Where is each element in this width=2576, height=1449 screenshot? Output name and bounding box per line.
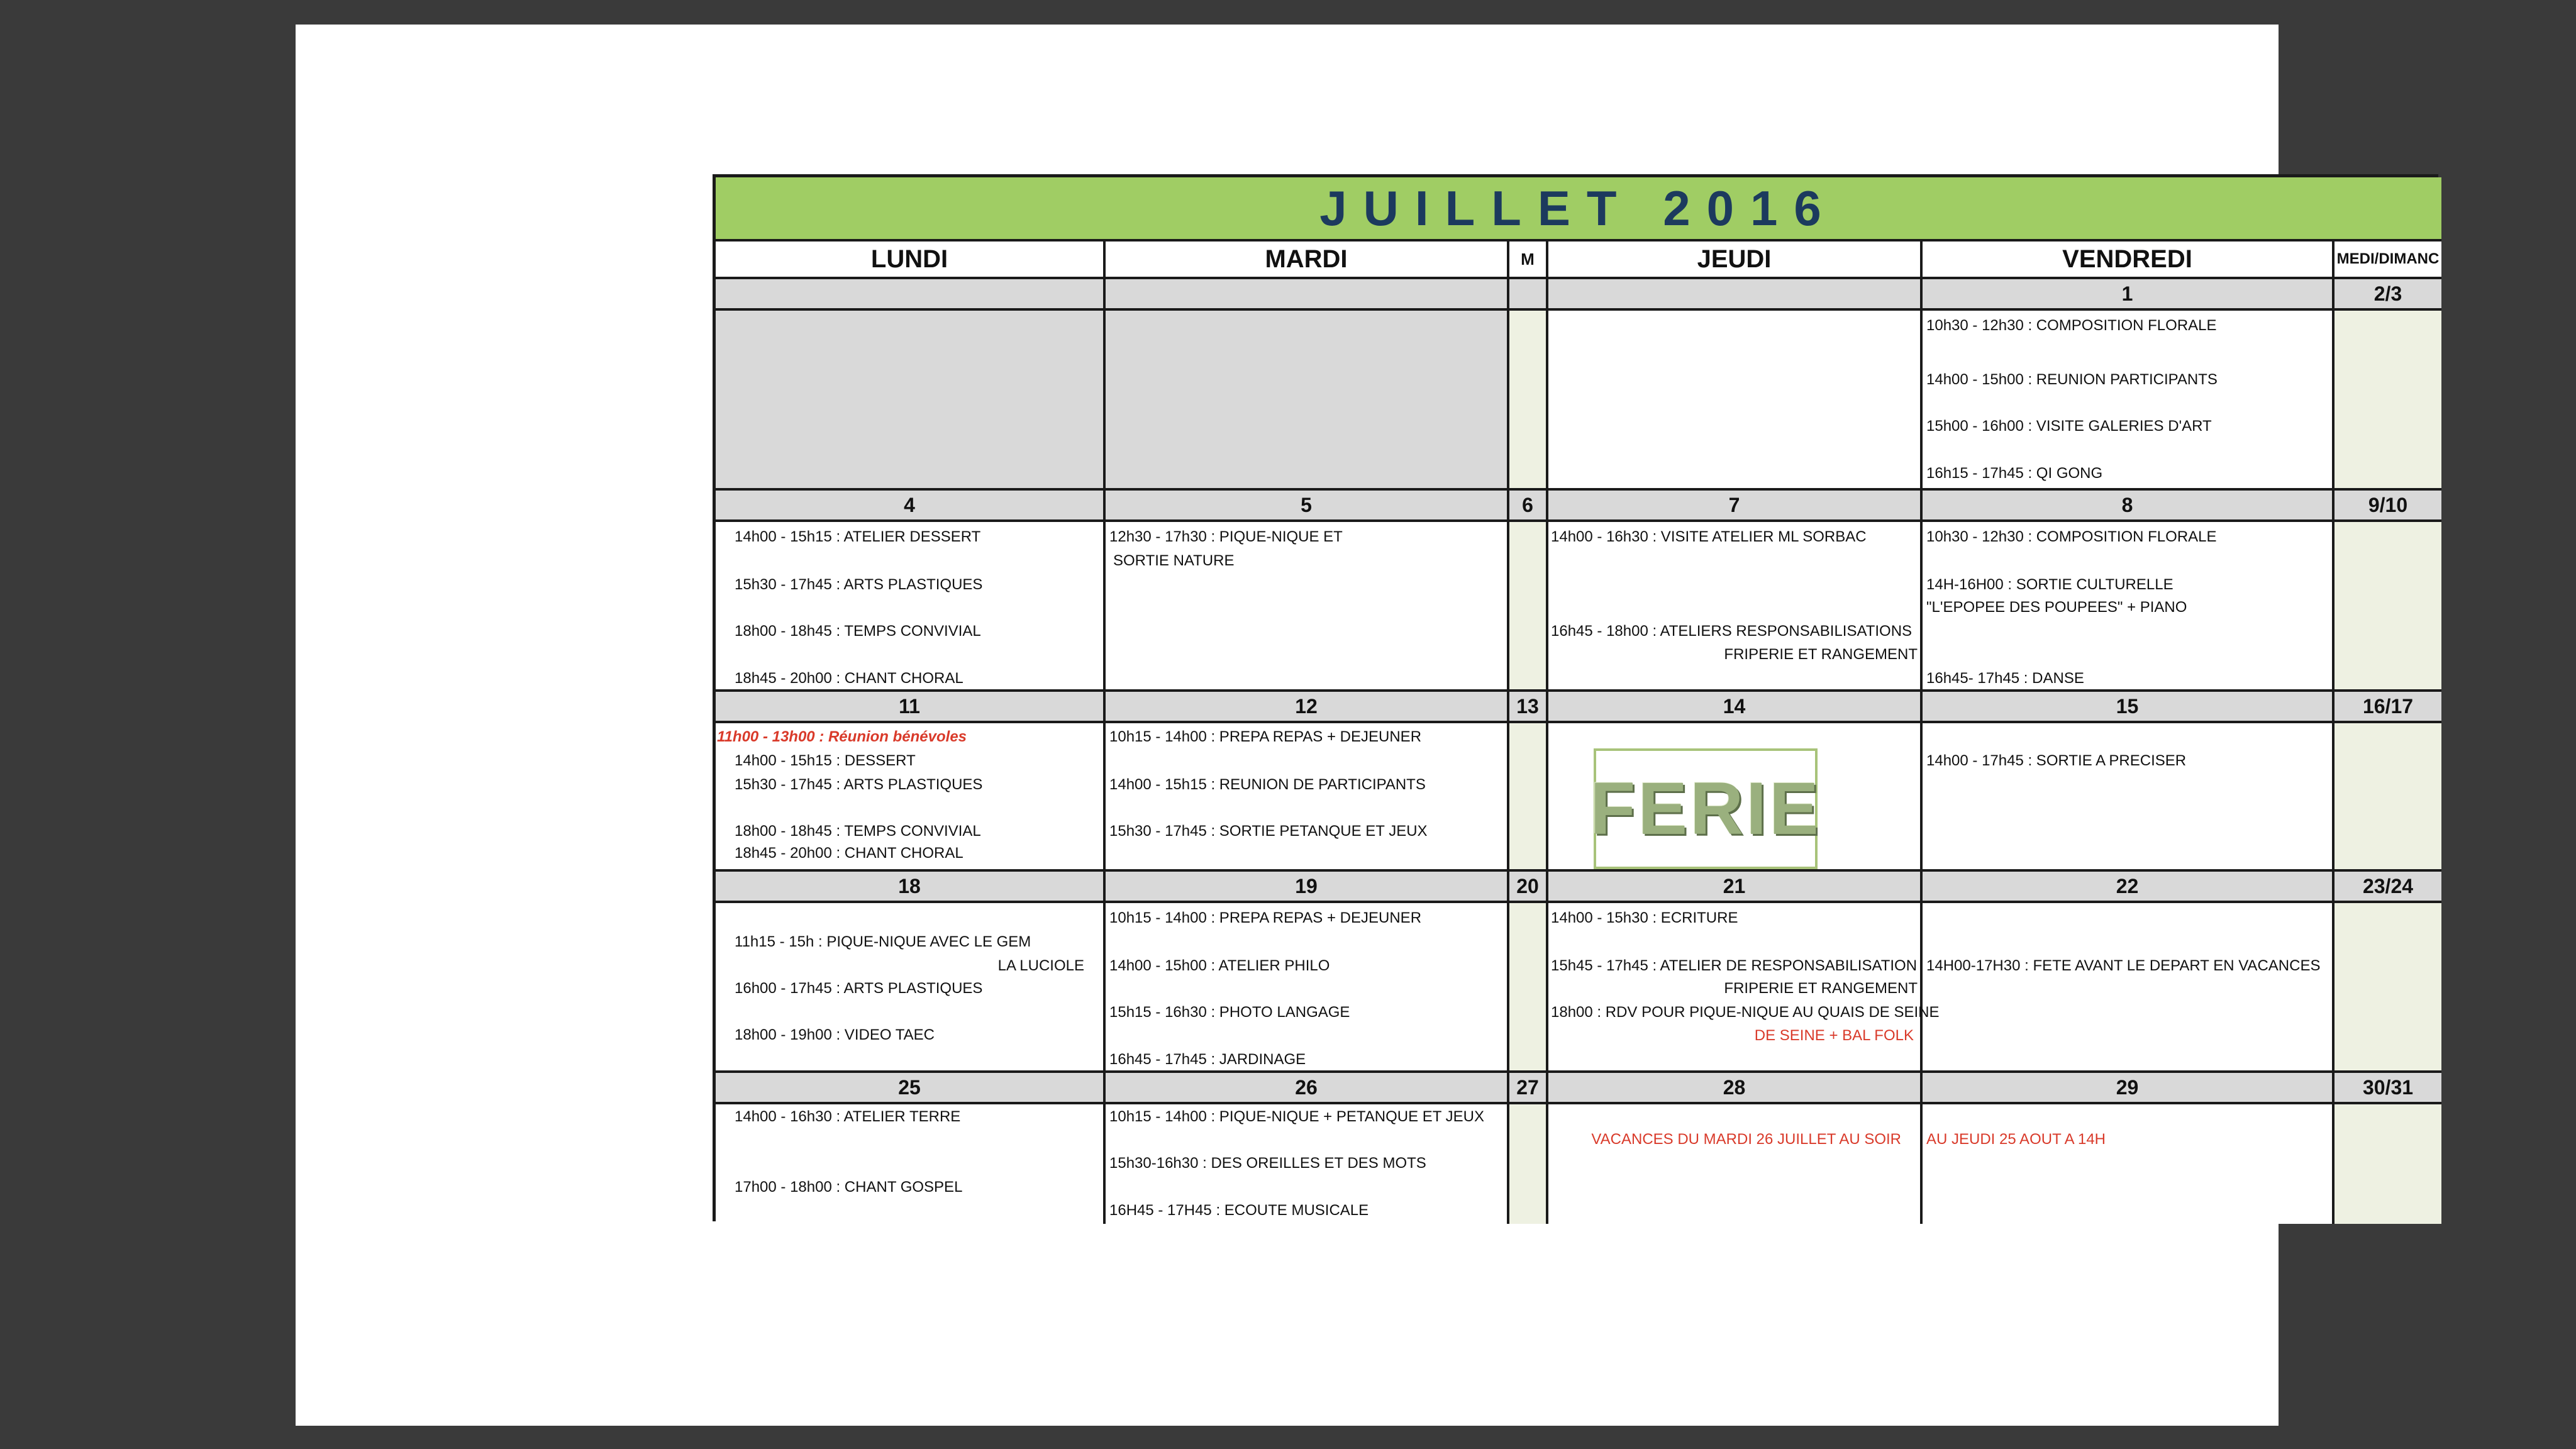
date-cell: 6 — [1509, 491, 1548, 522]
event-item: 14H00-17H30 : FETE AVANT LE DEPART EN VACANCES — [1926, 957, 2321, 974]
event-item: 11h15 - 15h : PIQUE-NIQUE AVEC LE GEM — [735, 933, 1031, 950]
day-cell — [716, 1104, 1106, 1224]
day-cell — [1923, 903, 2334, 1073]
event-item: "L'EPOPEE DES POUPEES" + PIANO — [1926, 599, 2187, 616]
day-header-weekend: MEDI/DIMANC — [2334, 242, 2441, 279]
day-cell — [1548, 311, 1923, 491]
date-cell: 11 — [716, 692, 1106, 723]
date-cell: 29 — [1923, 1073, 2334, 1104]
event-item: 15h30 - 17h45 : ARTS PLASTIQUES — [735, 776, 983, 793]
date-cell: 21 — [1548, 872, 1923, 903]
event-item: 15h30 - 17h45 : ARTS PLASTIQUES — [735, 576, 983, 593]
day-cell-wednesday — [1509, 723, 1548, 872]
event-item: DE SEINE + BAL FOLK — [1754, 1027, 1914, 1044]
weekend-cell — [2334, 903, 2441, 1073]
weekend-cell — [2334, 311, 2441, 491]
event-item: 15h30 - 17h45 : SORTIE PETANQUE ET JEUX — [1109, 823, 1428, 840]
day-cell — [716, 522, 1106, 692]
event-item: 10h30 - 12h30 : COMPOSITION FLORALE — [1926, 317, 2217, 334]
day-cell — [1548, 1104, 1923, 1224]
date-cell: 25 — [716, 1073, 1106, 1104]
event-item: 18h45 - 20h00 : CHANT CHORAL — [735, 845, 963, 862]
date-cell: 8 — [1923, 491, 2334, 522]
event-item: 18h00 - 18h45 : TEMPS CONVIVIAL — [735, 823, 981, 840]
event-item: FRIPERIE ET RANGEMENT — [1724, 646, 1918, 663]
day-cell-wednesday — [1509, 522, 1548, 692]
event-item: 15h45 - 17h45 : ATELIER DE RESPONSABILISATION — [1551, 957, 1918, 974]
day-cell-wednesday — [1509, 1104, 1548, 1224]
event-item: 14h00 - 16h30 : ATELIER TERRE — [735, 1108, 961, 1125]
event-item: 14h00 - 15h30 : ECRITURE — [1551, 909, 1738, 926]
event-item: 10h15 - 14h00 : PREPA REPAS + DEJEUNER — [1109, 728, 1422, 745]
day-cell — [1548, 723, 1923, 872]
event-item: 15h15 - 16h30 : PHOTO LANGAGE — [1109, 1004, 1350, 1021]
event-item: 16h45 - 18h00 : ATELIERS RESPONSABILISATIONS — [1551, 623, 1913, 640]
day-header-jeudi: JEUDI — [1548, 242, 1923, 279]
event-item: 15h00 - 16h00 : VISITE GALERIES D'ART — [1926, 418, 2212, 435]
event-item: 15h30-16h30 : DES OREILLES ET DES MOTS — [1109, 1155, 1426, 1172]
day-cell — [1923, 311, 2334, 491]
date-cell: 15 — [1923, 692, 2334, 723]
day-cell — [1923, 723, 2334, 872]
event-item: VACANCES DU MARDI 26 JUILLET AU SOIR — [1591, 1131, 1901, 1148]
day-cell-wednesday — [1509, 311, 1548, 491]
day-header-lundi: LUNDI — [716, 242, 1106, 279]
date-cell — [1548, 279, 1923, 311]
event-item: 16h45 - 17h45 : JARDINAGE — [1109, 1051, 1306, 1068]
event-item: 18h45 - 20h00 : CHANT CHORAL — [735, 670, 963, 687]
date-cell: 1 — [1923, 279, 2334, 311]
event-item: 14h00 - 15h15 : DESSERT — [735, 752, 916, 769]
event-item: 18h00 : RDV POUR PIQUE-NIQUE AU QUAIS DE SEINE — [1551, 1004, 1940, 1021]
date-cell: 12 — [1106, 692, 1509, 723]
calendar-title: JUILLET 2016 — [716, 177, 2441, 242]
event-item: 18h00 - 19h00 : VIDEO TAEC — [735, 1026, 935, 1043]
weekend-cell — [2334, 1104, 2441, 1224]
day-header-mercredi: M — [1509, 242, 1548, 279]
date-cell: 2/3 — [2334, 279, 2441, 311]
day-cell — [1106, 723, 1509, 872]
event-item: AU JEUDI 25 AOUT A 14H — [1926, 1131, 2106, 1148]
date-cell — [716, 279, 1106, 311]
event-item: 14h00 - 16h30 : VISITE ATELIER ML SORBAC — [1551, 528, 1867, 545]
date-cell: 4 — [716, 491, 1106, 522]
weekend-cell — [2334, 723, 2441, 872]
event-item: SORTIE NATURE — [1113, 552, 1235, 569]
date-cell: 20 — [1509, 872, 1548, 903]
event-item: 14h00 - 15h15 : REUNION DE PARTICIPANTS — [1109, 776, 1426, 793]
document-page — [296, 25, 2440, 1426]
event-item: 10h15 - 14h00 : PIQUE-NIQUE + PETANQUE ET JEUX — [1109, 1108, 1485, 1125]
event-item: 14H-16H00 : SORTIE CULTURELLE — [1926, 576, 2174, 593]
weekend-cell — [2334, 522, 2441, 692]
event-item: 18h00 - 18h45 : TEMPS CONVIVIAL — [735, 623, 981, 640]
event-item: 12h30 - 17h30 : PIQUE-NIQUE ET — [1109, 528, 1343, 545]
event-item: 14h00 - 17h45 : SORTIE A PRECISER — [1926, 752, 2187, 769]
day-cell — [1923, 522, 2334, 692]
date-cell: 27 — [1509, 1073, 1548, 1104]
day-cell — [716, 723, 1106, 872]
day-header-mardi: MARDI — [1106, 242, 1509, 279]
event-item: 17h00 - 18h00 : CHANT GOSPEL — [735, 1179, 963, 1196]
day-cell-empty — [1106, 311, 1509, 491]
event-item: 16h15 - 17h45 : QI GONG — [1926, 465, 2103, 482]
day-cell-wednesday — [1509, 903, 1548, 1073]
date-cell: 7 — [1548, 491, 1923, 522]
date-cell: 22 — [1923, 872, 2334, 903]
date-cell: 9/10 — [2334, 491, 2441, 522]
ferie-stamp: FERIE — [1594, 748, 1818, 869]
day-cell — [716, 903, 1106, 1073]
date-cell: 13 — [1509, 692, 1548, 723]
date-cell: 5 — [1106, 491, 1509, 522]
day-cell-empty — [716, 311, 1106, 491]
event-item: 16H45 - 17H45 : ECOUTE MUSICALE — [1109, 1202, 1369, 1219]
day-cell — [1548, 522, 1923, 692]
day-cell — [1106, 903, 1509, 1073]
event-item: 14h00 - 15h00 : REUNION PARTICIPANTS — [1926, 371, 2218, 388]
day-cell — [1923, 1104, 2334, 1224]
event-item: 14h00 - 15h15 : ATELIER DESSERT — [735, 528, 981, 545]
calendar-table — [713, 174, 2438, 1221]
date-cell: 30/31 — [2334, 1073, 2441, 1104]
day-cell — [1548, 903, 1940, 1073]
date-cell: 19 — [1106, 872, 1509, 903]
event-item: 10h15 - 14h00 : PREPA REPAS + DEJEUNER — [1109, 909, 1422, 926]
date-cell — [1509, 279, 1548, 311]
day-cell — [1106, 522, 1509, 692]
date-cell: 18 — [716, 872, 1106, 903]
date-cell: 14 — [1548, 692, 1923, 723]
day-header-vendredi: VENDREDI — [1923, 242, 2334, 279]
day-cell — [1106, 1104, 1509, 1224]
event-item: 10h30 - 12h30 : COMPOSITION FLORALE — [1926, 528, 2217, 545]
date-cell — [1106, 279, 1509, 311]
event-item: 16h45- 17h45 : DANSE — [1926, 670, 2084, 687]
event-item: LA LUCIOLE — [997, 957, 1084, 974]
event-item: FRIPERIE ET RANGEMENT — [1724, 980, 1918, 997]
date-cell: 28 — [1548, 1073, 1923, 1104]
date-cell: 23/24 — [2334, 872, 2441, 903]
date-cell: 16/17 — [2334, 692, 2441, 723]
event-item-highlight: 11h00 - 13h00 : Réunion bénévoles — [717, 728, 967, 745]
event-item: 16h00 - 17h45 : ARTS PLASTIQUES — [735, 980, 983, 997]
date-cell: 26 — [1106, 1073, 1509, 1104]
event-item: 14h00 - 15h00 : ATELIER PHILO — [1109, 957, 1330, 974]
